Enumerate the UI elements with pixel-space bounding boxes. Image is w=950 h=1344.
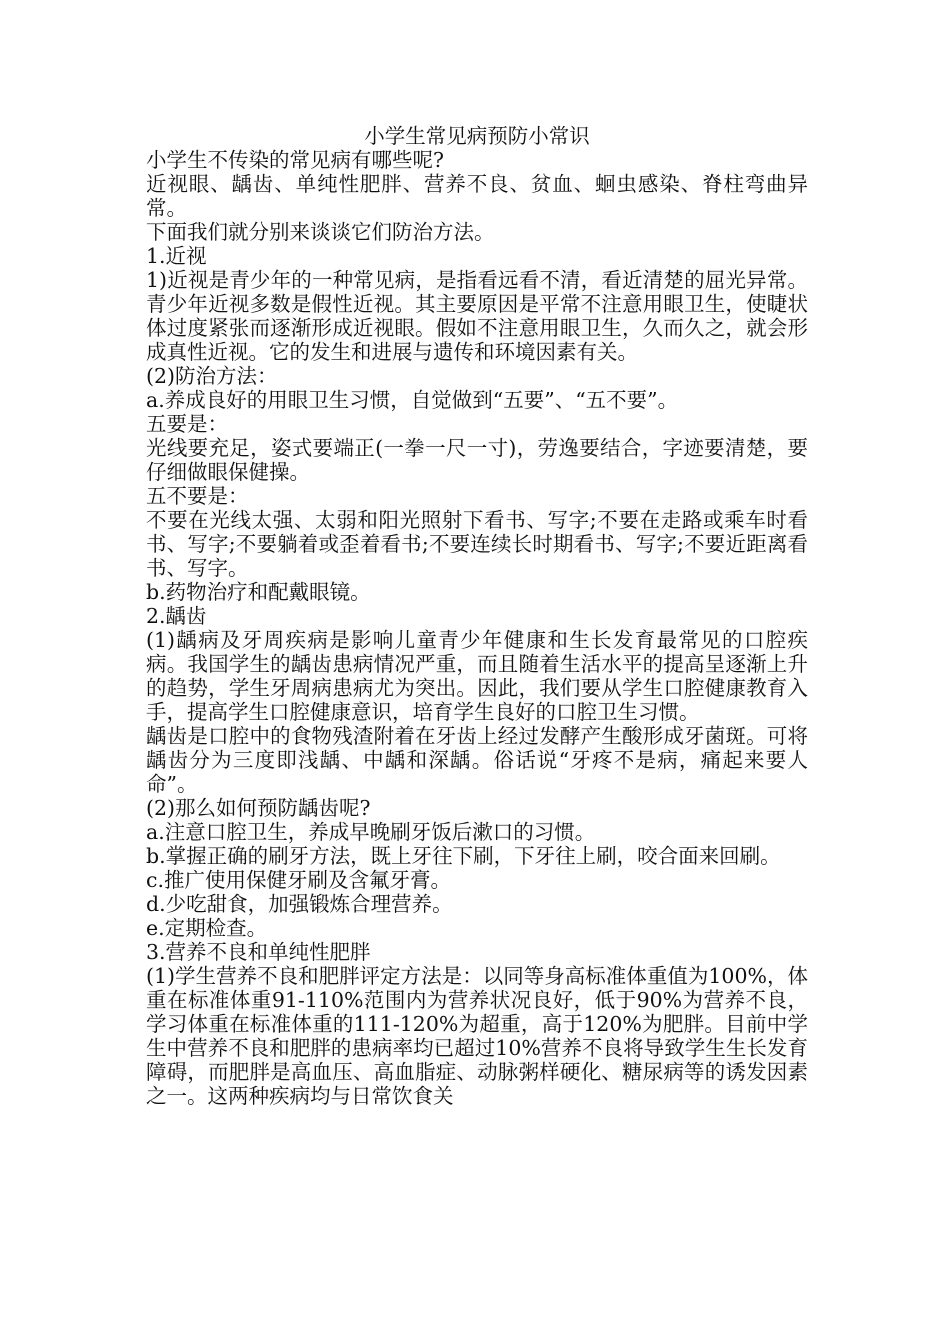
paragraph-caries-description: (1)龋病及牙周疾病是影响儿童青少年健康和生长发育最常见的口腔疾病。我国学生的龋齿患病情况严重，而且随着生活水平的提高呈逐渐上升的趋势，学生牙周病患病尤为突出。因此，我们要从学生口腔健康教育入手，提高学生口腔健康意识，培育学生良好的口腔卫生习惯。 (146, 628, 808, 724)
paragraph-five-dos: 光线要充足，姿式要端正(一拳一尺一寸)，劳逸要结合，字迹要清楚，要仔细做眼保健操。 (146, 436, 808, 484)
paragraph-myopia-prevention-heading: (2)防治方法： (146, 364, 278, 388)
paragraph-five-donts-heading: 五不要是： (146, 484, 249, 508)
paragraph-disease-list: 近视眼、龋齿、单纯性肥胖、营养不良、贫血、蛔虫感染、脊柱弯曲异常。 (146, 172, 808, 220)
section-heading-nutrition: 3.营养不良和单纯性肥胖 (146, 940, 371, 964)
document-body (146, 124, 808, 1108)
paragraph-intro-methods: 下面我们就分别来谈谈它们防治方法。 (146, 220, 495, 244)
paragraph-caries-item-e: e.定期检查。 (146, 916, 268, 940)
paragraph-caries-item-c: c.推广使用保健牙刷及含氟牙膏。 (146, 868, 451, 892)
paragraph-caries-item-a: a.注意口腔卫生，养成早晚刷牙饭后漱口的习惯。 (146, 820, 596, 844)
section-heading-caries: 2.龋齿 (146, 604, 207, 628)
section-heading-myopia: 1.近视 (146, 244, 207, 268)
paragraph-caries-item-d: d.少吃甜食，加强锻炼合理营养。 (146, 892, 453, 916)
paragraph-nutrition-description: (1)学生营养不良和肥胖评定方法是：以同等身高标准体重值为100%，体重在标准体重91-110%范围内为营养状况良好，低于90%为营养不良，学习体重在标准体重的111-120%为超重，高于120%为肥胖。目前中学生中营养不良和肥胖的患病率均已超过10%营养不良将导致学生生长发育障碍，而肥胖是高血压、高血脂症、动脉粥样硬化、糖尿病等的诱发因素之一。这两种疾病均与日常饮食关 (146, 964, 808, 1108)
paragraph-intro-question: 小学生不传染的常见病有哪些呢? (146, 148, 444, 172)
paragraph-myopia-habit: a.养成良好的用眼卫生习惯，自觉做到“五要”、“五不要”。 (146, 388, 679, 412)
paragraph-caries-prevention-heading: (2)那么如何预防龋齿呢? (146, 796, 371, 820)
paragraph-caries-item-b: b.掌握正确的刷牙方法，既上牙往下刷，下牙往上刷，咬合面来回刷。 (146, 844, 781, 868)
document-title: 小学生常见病预防小常识 (364, 124, 590, 148)
paragraph-five-dos-heading: 五要是： (146, 412, 228, 436)
paragraph-caries-cause: 龋齿是口腔中的食物残渣附着在牙齿上经过发酵产生酸形成牙菌斑。可将龋齿分为三度即浅龋、中龋和深龋。俗话说“牙疼不是病，痛起来要人命”。 (146, 724, 808, 796)
paragraph-myopia-description: 1)近视是青少年的一种常见病，是指看远看不清，看近清楚的屈光异常。青少年近视多数是假性近视。其主要原因是平常不注意用眼卫生，使睫状体过度紧张而逐渐形成近视眼。假如不注意用眼卫生，久而久之，就会形成真性近视。它的发生和进展与遗传和环境因素有关。 (146, 268, 808, 364)
paragraph-five-donts: 不要在光线太强、太弱和阳光照射下看书、写字;不要在走路或乘车时看书、写字;不要躺着或歪着看书;不要连续长时期看书、写字;不要近距离看书、写字。 (146, 508, 808, 580)
paragraph-myopia-treatment: b.药物治疗和配戴眼镜。 (146, 580, 371, 604)
